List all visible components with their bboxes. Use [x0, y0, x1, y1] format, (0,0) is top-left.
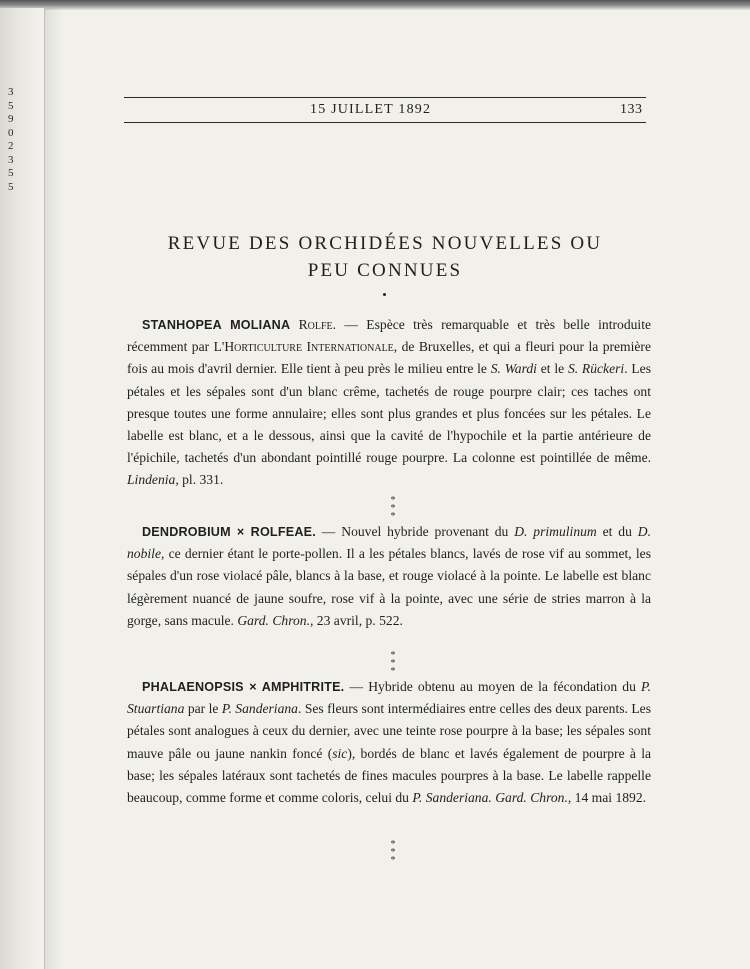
page-number: 133 — [620, 102, 643, 117]
gutter-shadow — [44, 8, 62, 969]
species-name: D. primulinum — [514, 524, 597, 539]
species-name: P. Sanderiana — [221, 701, 298, 717]
species-name: S. Wardi — [490, 361, 537, 377]
section-title-line-2: PEU CONNUES — [307, 260, 463, 281]
article-heading: DENDROBIUM × ROLFEAE. — [142, 525, 316, 539]
organization-name: Horticulture Internationale — [224, 339, 394, 355]
source-reference: 23 avril, p. 522. — [313, 612, 403, 628]
source-reference: 14 mai 1892. — [571, 790, 647, 806]
section-separator: * * * — [390, 650, 399, 677]
header-rule-bottom — [124, 122, 646, 123]
source-title: Gard. Chron., — [495, 790, 572, 806]
article-author: Rolfe. — [298, 317, 337, 332]
source-title: Gard. Chron., — [237, 612, 314, 628]
header-date: 15 JUILLET 1892 — [310, 102, 432, 117]
article-stanhopea-moliana: STANHOPEA MOLIANA Rolfe. — Espèce très remarquable et très belle introduite récemment par L'Horticulture Internationale, de Bruxelles, et qui a fleuri pour la première fois au mois d'avril dernier. Elle tient à peu près le milieu entre le S. Wardi et le S. Rückeri. Les pétales et les sépales sont d'un blanc crême, tachetés de rouge pourpre clair; ces taches ont presque toutes une forme annulaire; elles sont plus grandes et plus foncées sur les pétales. Le labelle est blanc, et a le dessous, ainsi que la cavité de l'hypochile et la partie antérieure de l'épichile, tachetés d'un abondant pointillé rouge pourpre. La colonne est pointillée de même. Lindenia, pl. 331. — [127, 317, 652, 488]
margin-characters: 3 5 9 0 2 3 5 5 — [8, 86, 14, 193]
header-rule-top — [124, 97, 646, 98]
section-separator: * * * — [390, 495, 399, 522]
scan-top-edge — [0, 0, 750, 10]
source-reference: pl. 331. — [178, 472, 224, 488]
title-dot — [383, 293, 386, 296]
source-title: Lindenia, — [127, 472, 179, 488]
article-phalaenopsis-amphitrite: PHALAENOPSIS × AMPHITRITE. — Hybride obtenu au moyen de la fécondation du P. Stuartiana par le P. Sanderiana. Ses fleurs sont intermédiaires entre celles des deux parents. Les pétales sont analogues à ceux du dernier, avec une teinte rose pourpre à la base; les sépales sont mauve pâle ou jaune nankin foncé (sic), bordés de blanc et lavés également de pourpre à la base; les sépales latéraux sont tachetés de fines macules pourpres à la base. Le labelle rappelle beaucoup, comme forme et comme coloris, celui du P. Sanderiana. Gard. Chron., 14 mai 1892. — [127, 679, 651, 806]
species-name: P. Sanderiana. — [412, 790, 492, 806]
species-name: S. Rückeri — [567, 361, 625, 377]
article-heading: PHALAENOPSIS × AMPHITRITE. — [142, 680, 345, 694]
section-title-line-1: REVUE DES ORCHIDÉES NOUVELLES OU — [167, 233, 603, 254]
species-name: D. nobile — [127, 524, 651, 562]
article-heading: STANHOPEA MOLIANA — [142, 318, 291, 332]
article-dendrobium-rolfeae: DENDROBIUM × ROLFEAE. — Nouvel hybride provenant du D. primulinum et du D. nobile, ce dernier étant le porte-pollen. Il a les pétales blancs, lavés de rose vif au sommet, les sépales d'un rose violacé pâle, blancs à la base, et rouge violacé à la pointe. Le labelle est blanc légèrement nuancé de jaune soufre, rose vif à la pointe, avec une série de stries marron à la gorge, sans macule. Gard. Chron., 23 avril, p. 522. — [127, 524, 651, 628]
species-name: P. Stuartiana — [127, 679, 651, 717]
sic-annotation: sic — [332, 745, 348, 761]
previous-page-edge — [0, 8, 45, 969]
section-separator: * * * — [390, 839, 399, 866]
